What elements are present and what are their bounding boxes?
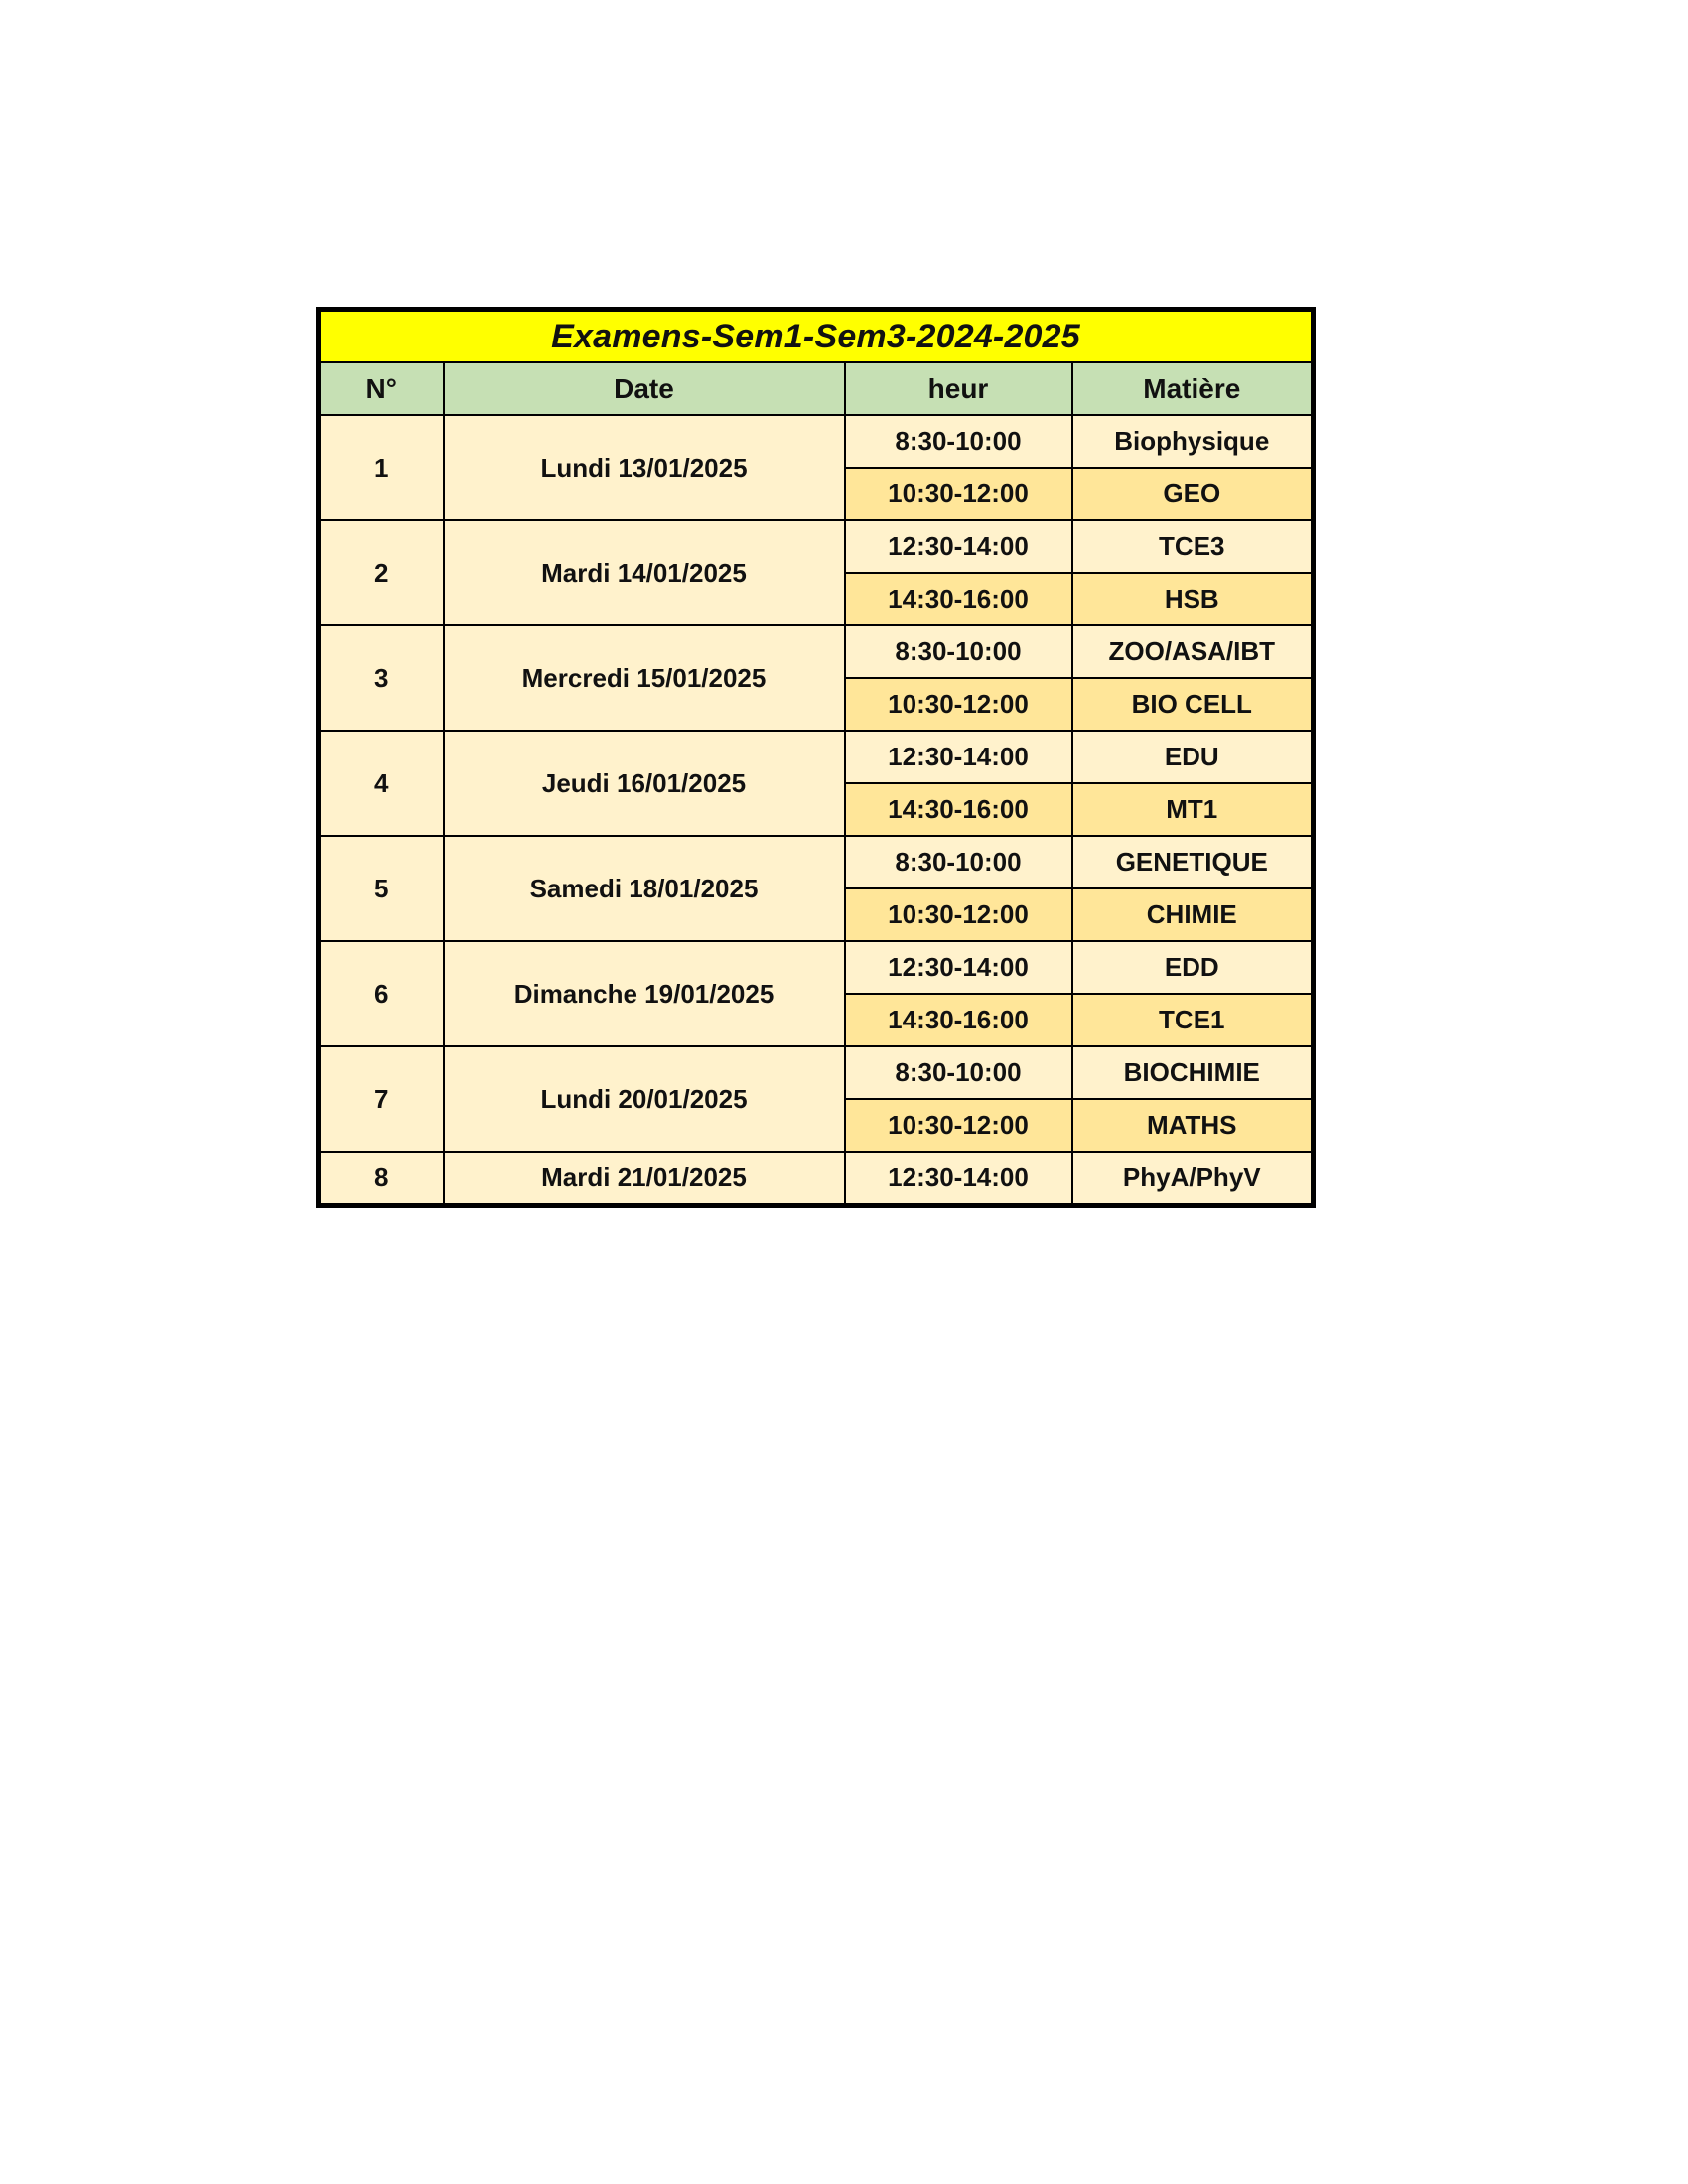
exam-subject: TCE3 (1072, 520, 1314, 573)
table-row (319, 731, 1314, 783)
exam-number: 2 (319, 520, 444, 625)
exam-number: 6 (319, 941, 444, 1046)
exam-time: 8:30-10:00 (845, 1046, 1072, 1099)
exam-subject: TCE1 (1072, 994, 1314, 1046)
exam-time: 12:30-14:00 (845, 1152, 1072, 1206)
exam-date: Lundi 13/01/2025 (444, 415, 845, 520)
exam-subject: PhyA/PhyV (1072, 1152, 1314, 1206)
exam-subject: ZOO/ASA/IBT (1072, 625, 1314, 678)
exam-date: Samedi 18/01/2025 (444, 836, 845, 941)
exam-time: 12:30-14:00 (845, 731, 1072, 783)
exam-subject: MATHS (1072, 1099, 1314, 1152)
table-title: Examens-Sem1-Sem3-2024-2025 (319, 310, 1314, 363)
table-row (319, 1046, 1314, 1099)
header-date: Date (444, 362, 845, 415)
exam-subject: BIOCHIMIE (1072, 1046, 1314, 1099)
exam-subject: EDU (1072, 731, 1314, 783)
exam-time: 8:30-10:00 (845, 836, 1072, 888)
exam-schedule-table (316, 307, 1316, 1208)
table-row (319, 415, 1314, 468)
exam-number: 4 (319, 731, 444, 836)
exam-subject: BIO CELL (1072, 678, 1314, 731)
header-subject: Matière (1072, 362, 1314, 415)
exam-date: Dimanche 19/01/2025 (444, 941, 845, 1046)
exam-time: 14:30-16:00 (845, 994, 1072, 1046)
exam-number: 1 (319, 415, 444, 520)
exam-time: 12:30-14:00 (845, 520, 1072, 573)
exam-time: 10:30-12:00 (845, 678, 1072, 731)
exam-time: 8:30-10:00 (845, 415, 1072, 468)
exam-number: 8 (319, 1152, 444, 1206)
exam-subject: GENETIQUE (1072, 836, 1314, 888)
exam-date: Mercredi 15/01/2025 (444, 625, 845, 731)
exam-time: 12:30-14:00 (845, 941, 1072, 994)
exam-time: 10:30-12:00 (845, 468, 1072, 520)
table-row (319, 836, 1314, 888)
header-hour: heur (845, 362, 1072, 415)
exam-time: 14:30-16:00 (845, 573, 1072, 625)
table-row (319, 941, 1314, 994)
header-number: N° (319, 362, 444, 415)
exam-time: 8:30-10:00 (845, 625, 1072, 678)
table-row (319, 625, 1314, 678)
exam-number: 5 (319, 836, 444, 941)
exam-subject: GEO (1072, 468, 1314, 520)
exam-date: Jeudi 16/01/2025 (444, 731, 845, 836)
exam-subject: EDD (1072, 941, 1314, 994)
exam-date: Mardi 21/01/2025 (444, 1152, 845, 1206)
exam-date: Mardi 14/01/2025 (444, 520, 845, 625)
exam-date: Lundi 20/01/2025 (444, 1046, 845, 1152)
exam-number: 3 (319, 625, 444, 731)
exam-time: 14:30-16:00 (845, 783, 1072, 836)
exam-subject: HSB (1072, 573, 1314, 625)
exam-time: 10:30-12:00 (845, 888, 1072, 941)
exam-subject: MT1 (1072, 783, 1314, 836)
table-row (319, 520, 1314, 573)
exam-number: 7 (319, 1046, 444, 1152)
schedule-body (319, 415, 1314, 1206)
exam-subject: Biophysique (1072, 415, 1314, 468)
exam-subject: CHIMIE (1072, 888, 1314, 941)
table-row (319, 1152, 1314, 1206)
exam-time: 10:30-12:00 (845, 1099, 1072, 1152)
